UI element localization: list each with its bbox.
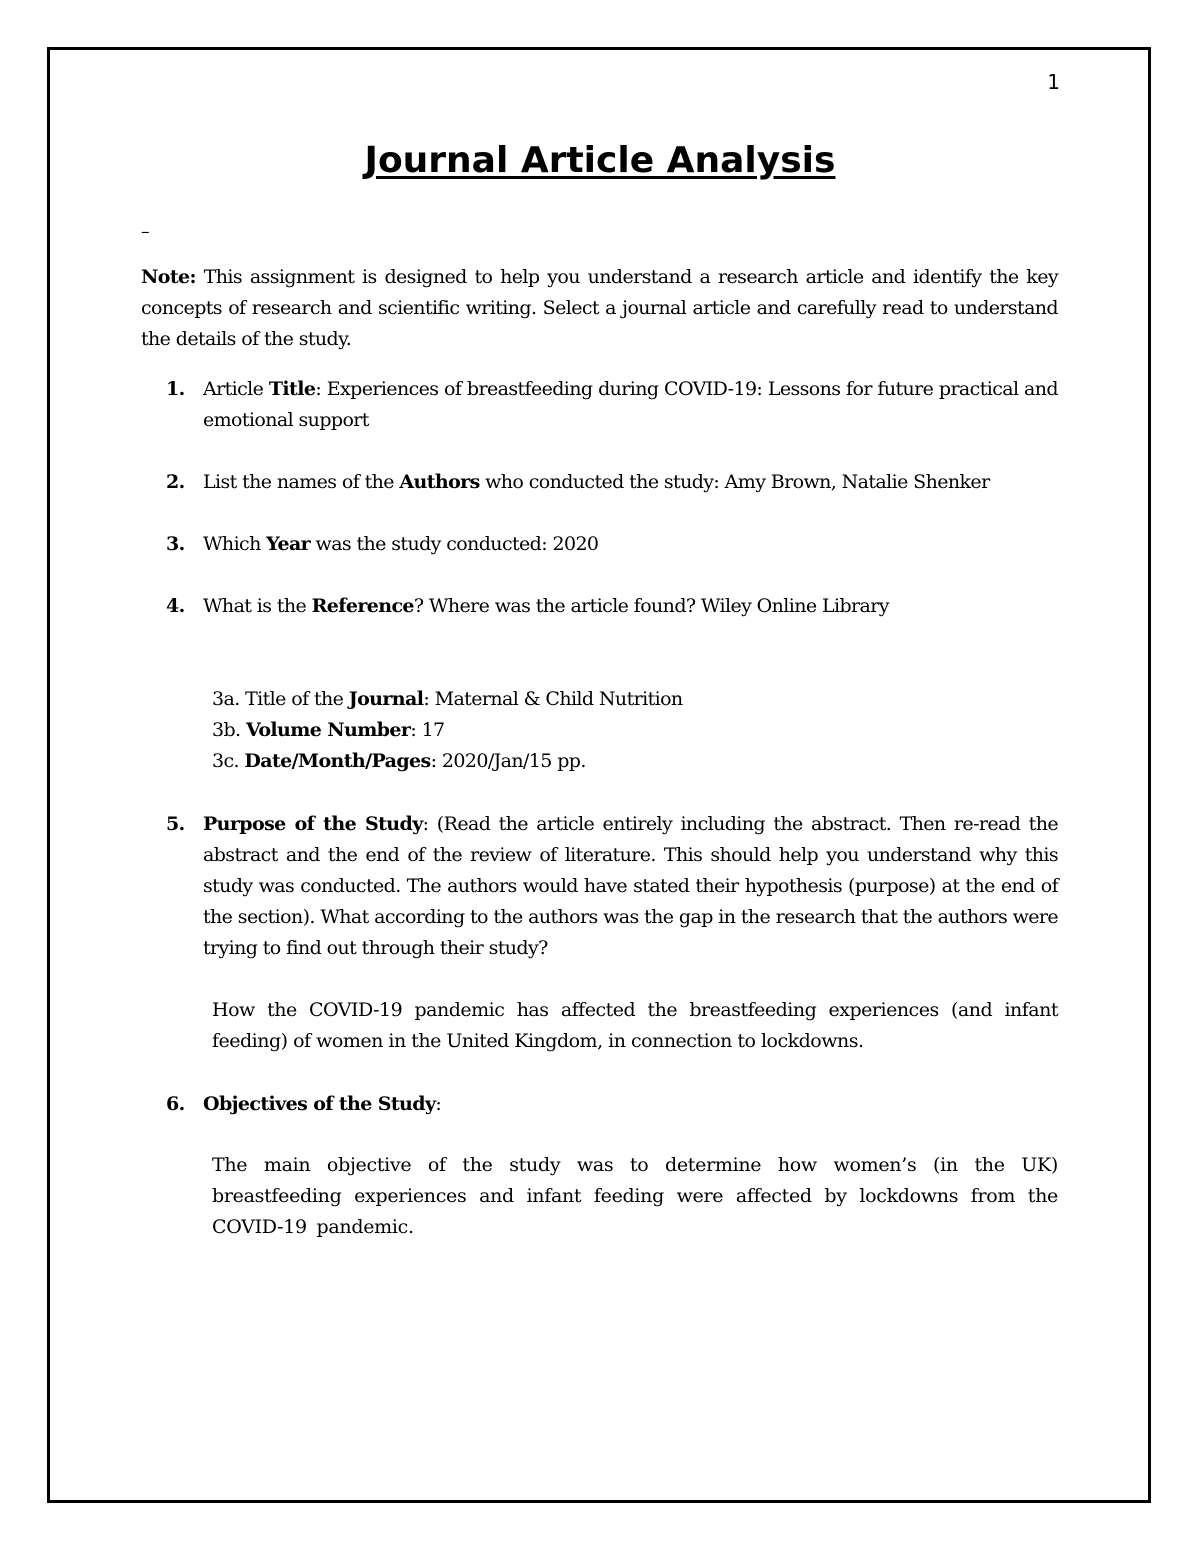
item-number: 3. xyxy=(166,533,185,555)
item-keyword: Objectives of the Study xyxy=(203,1093,436,1115)
item-text-pre: Article xyxy=(203,378,269,400)
item-keyword: Title xyxy=(268,378,316,400)
item-keyword: Reference xyxy=(311,595,414,617)
item-number: 1. xyxy=(166,378,185,400)
item-text-pre: What is the xyxy=(203,595,312,617)
item-number: 5. xyxy=(166,813,185,835)
item-text-pre: Which xyxy=(203,533,267,555)
question-item-authors xyxy=(141,467,1058,498)
question-item-year xyxy=(141,529,1058,560)
separator-dash: – xyxy=(141,222,150,242)
page-number: 1 xyxy=(1047,70,1060,94)
subitem-keyword: Journal xyxy=(348,688,424,710)
item-text-post: ? Where was the article found? Wiley Online Library xyxy=(413,595,889,617)
reference-subitem-volume xyxy=(212,715,445,746)
document-title: Journal Article Analysis xyxy=(364,140,836,181)
item-text-post: was the study conducted: 2020 xyxy=(310,533,599,555)
question-item-title xyxy=(141,374,1058,436)
question-item-objectives xyxy=(141,1089,1058,1120)
subitem-text-post: : 17 xyxy=(410,719,445,741)
item-keyword: Purpose of the Study xyxy=(203,813,423,835)
subitem-text-post: : Maternal & Child Nutrition xyxy=(423,688,683,710)
objectives-answer: The main objective of the study was to determine how women’s (in the UK) breastfeeding experiences and infant feeding were affected by lockdowns from the COVID-19 pandemic. xyxy=(212,1154,1058,1238)
note-label: Note: xyxy=(141,266,196,288)
item-number: 2. xyxy=(166,471,185,493)
purpose-answer: How the COVID-19 pandemic has affected the breastfeeding experiences (and infant feeding) of women in the United Kingdom, in connection to lockdowns. xyxy=(212,999,1058,1052)
item-text-post: : (Read the article entirely including the abstract. Then re-read the abstract and the end of the review of literature. This should help you understand why this study was conducted. The authors would have stated their hypothesis (purpose) at the end of the section). What according to the authors was the gap in the research that the authors were trying to find out through their study? xyxy=(203,813,1058,959)
reference-subitem-date xyxy=(212,746,586,777)
reference-subitem-journal xyxy=(212,684,683,715)
item-keyword: Authors xyxy=(399,471,480,493)
item-text-post: : Experiences of breastfeeding during COVID-19: Lessons for future practical and emotional support xyxy=(203,378,1058,431)
note-paragraph xyxy=(141,262,1058,355)
question-item-purpose xyxy=(141,809,1058,964)
subitem-text-post: : 2020/Jan/15 pp. xyxy=(430,750,586,772)
item-number: 4. xyxy=(166,595,185,617)
item-text-post: who conducted the study: Amy Brown, Natalie Shenker xyxy=(479,471,990,493)
subitem-keyword: Volume Number xyxy=(245,719,411,741)
subitem-keyword: Date/Month/Pages xyxy=(244,750,431,772)
subitem-text-pre: 3b. xyxy=(212,719,246,741)
note-text: This assignment is designed to help you understand a research article and identify the key concepts of research and scientific writing. Select a journal article and carefully read to understand the details of the study. xyxy=(141,266,1058,350)
item-text-pre: List the names of the xyxy=(203,471,400,493)
item-keyword: Year xyxy=(266,533,311,555)
item-text-post: : xyxy=(435,1093,442,1115)
question-item-reference xyxy=(141,591,1058,622)
subitem-text-pre: 3c. xyxy=(212,750,245,772)
item-number: 6. xyxy=(166,1093,185,1115)
subitem-text-pre: 3a. Title of the xyxy=(212,688,349,710)
